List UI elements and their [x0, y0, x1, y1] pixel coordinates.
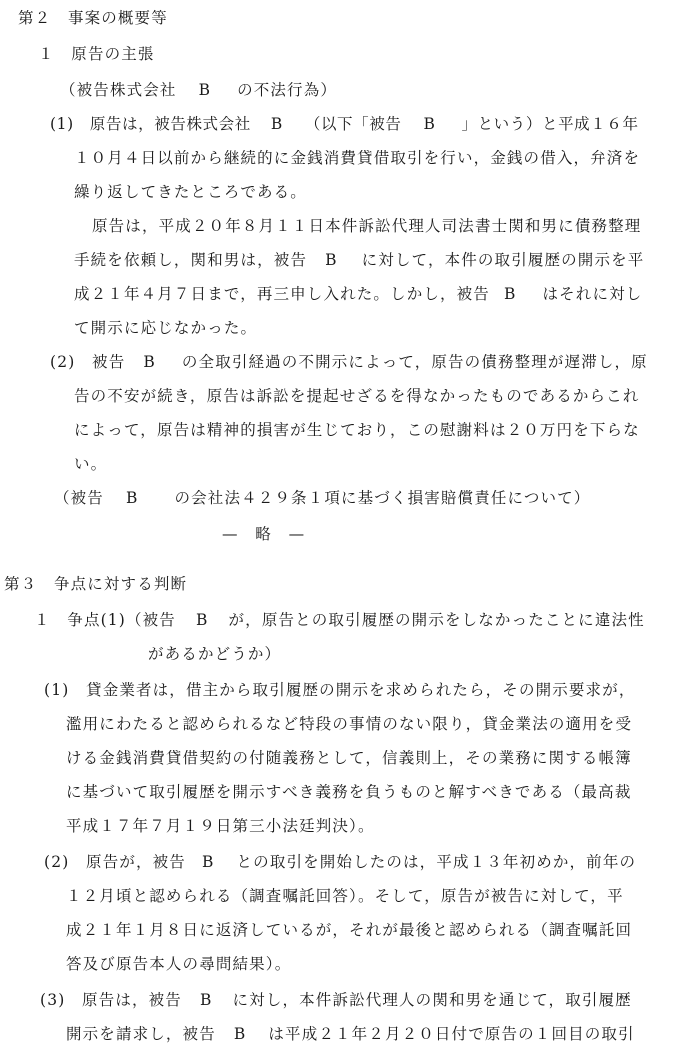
- paragraph-1-line-6: [74, 284, 642, 304]
- paragraph-1-line-4: 原告は，平成２０年８月１１日本件訴訟代理人司法書士関和男に債務整理: [92, 217, 642, 235]
- text: （被告株式会社: [60, 81, 177, 99]
- party-name: B: [201, 853, 215, 871]
- text: は平成２１年２月２０日付で原告の１回目の取引: [268, 1025, 635, 1043]
- paragraph-2-line-4: い。: [74, 455, 108, 473]
- paragraph-1-line-2: １０月４日以前から継続的に金銭消費貸借取引を行い，金銭の借入，弁済を: [74, 149, 641, 167]
- subsection-1-heading: １ 原告の主張: [38, 45, 155, 63]
- party-name: B: [195, 611, 209, 629]
- paragraph-2-line-3: によって，原告は精神的損害が生じており，この慰謝料は２０万円を下らな: [74, 421, 640, 439]
- judgment-paragraph-2-line-3: 成２１年１月８日に返済しているが，それが最後と認められる（調査嘱託回: [66, 921, 633, 939]
- judgment-paragraph-2-line-2: １２月頃と認められる（調査嘱託回答）。そして，原告が被告に対して，平: [66, 887, 624, 905]
- party-name: B: [199, 991, 213, 1009]
- text: (2) 原告が，被告: [44, 853, 186, 871]
- judgment-paragraph-1-line-4: に基づいて取引履歴を開示すべき義務を負うものと解すべきである（最高裁: [66, 783, 632, 801]
- text: はそれに対し: [542, 285, 643, 303]
- text: 開示を請求し，被告: [66, 1025, 216, 1043]
- text: 成２１年４月７日まで，再三申し入れた。しかし，被告: [74, 285, 490, 303]
- text: (1) 原告は，被告株式会社: [50, 115, 251, 133]
- text: が，原告との取引履歴の開示をしなかったことに違法性: [228, 611, 645, 629]
- text: 」という）と平成１６年: [461, 115, 639, 133]
- section-2-heading: 第２ 事案の概要等: [18, 9, 168, 27]
- text: (3) 原告は，被告: [40, 991, 182, 1009]
- issue-1-line-1: [34, 610, 645, 630]
- text: 手続を依頼し，関和男は，被告: [74, 251, 308, 269]
- paragraph-2-line-1: [50, 352, 648, 372]
- judgment-paragraph-1-line-2: 濫用にわたると認められるなど特段の事情のない限り，貸金業法の適用を受: [66, 715, 633, 733]
- party-name: B: [325, 251, 338, 269]
- paragraph-1-line-3: 繰り返してきたところである。: [74, 183, 307, 201]
- judgment-paragraph-2-line-1: [44, 852, 636, 872]
- topic-heading-a: [60, 80, 337, 100]
- paragraph-1-line-1: [50, 114, 639, 134]
- judgment-paragraph-3-line-2: [66, 1024, 635, 1044]
- text: （被告: [54, 489, 104, 507]
- text: の全取引経過の不開示によって，原告の債務整理が遅滞し，原: [181, 353, 648, 371]
- judgment-paragraph-3-line-1: [40, 990, 632, 1010]
- section-3-heading: 第３ 争点に対する判断: [4, 575, 188, 593]
- text: の不法行為）: [237, 81, 338, 99]
- issue-1-line-2: があるかどうか）: [148, 645, 282, 663]
- text: １ 争点(1)（被告: [34, 611, 176, 629]
- text: の会社法４２９条１項に基づく損害賠償責任について）: [174, 489, 591, 507]
- judgment-paragraph-1-line-5: 平成１７年７月１９日第三小法廷判決）。: [66, 817, 375, 835]
- text: に対して，本件の取引履歴の開示を平: [361, 251, 645, 269]
- party-name: B: [503, 285, 517, 303]
- party-name: B: [423, 115, 436, 133]
- judgment-paragraph-1-line-1: (1) 貸金業者は，借主から取引履歴の開示を求められたら，その開示要求が，: [44, 681, 636, 699]
- omitted-marker: — 略 —: [222, 525, 306, 543]
- judgment-paragraph-2-line-4: 答及び原告本人の尋問結果）。: [66, 955, 292, 973]
- text: に対し，本件訴訟代理人の関和男を通じて，取引履歴: [232, 991, 632, 1009]
- text: （以下「被告: [304, 115, 402, 133]
- party-name: B: [143, 353, 156, 371]
- party-name: B: [233, 1025, 247, 1043]
- judgment-paragraph-1-line-3: ける金銭消費貸借契約の付随義務として，信義則上，その業務に関する帳簿: [66, 749, 632, 767]
- party-name: B: [125, 489, 139, 507]
- paragraph-2-line-2: 告の不安が続き，原告は訴訟を提起せざるを得なかったものであるからこれ: [74, 387, 640, 405]
- paragraph-1-line-7: て開示に応じなかった。: [74, 319, 258, 337]
- text: との取引を開始したのは，平成１３年初めか，前年の: [236, 853, 637, 871]
- text: (2) 被告: [50, 353, 126, 371]
- party-name: B: [198, 81, 212, 99]
- party-name: B: [270, 115, 283, 133]
- paragraph-1-line-5: [74, 250, 644, 270]
- topic-heading-b: [54, 488, 590, 508]
